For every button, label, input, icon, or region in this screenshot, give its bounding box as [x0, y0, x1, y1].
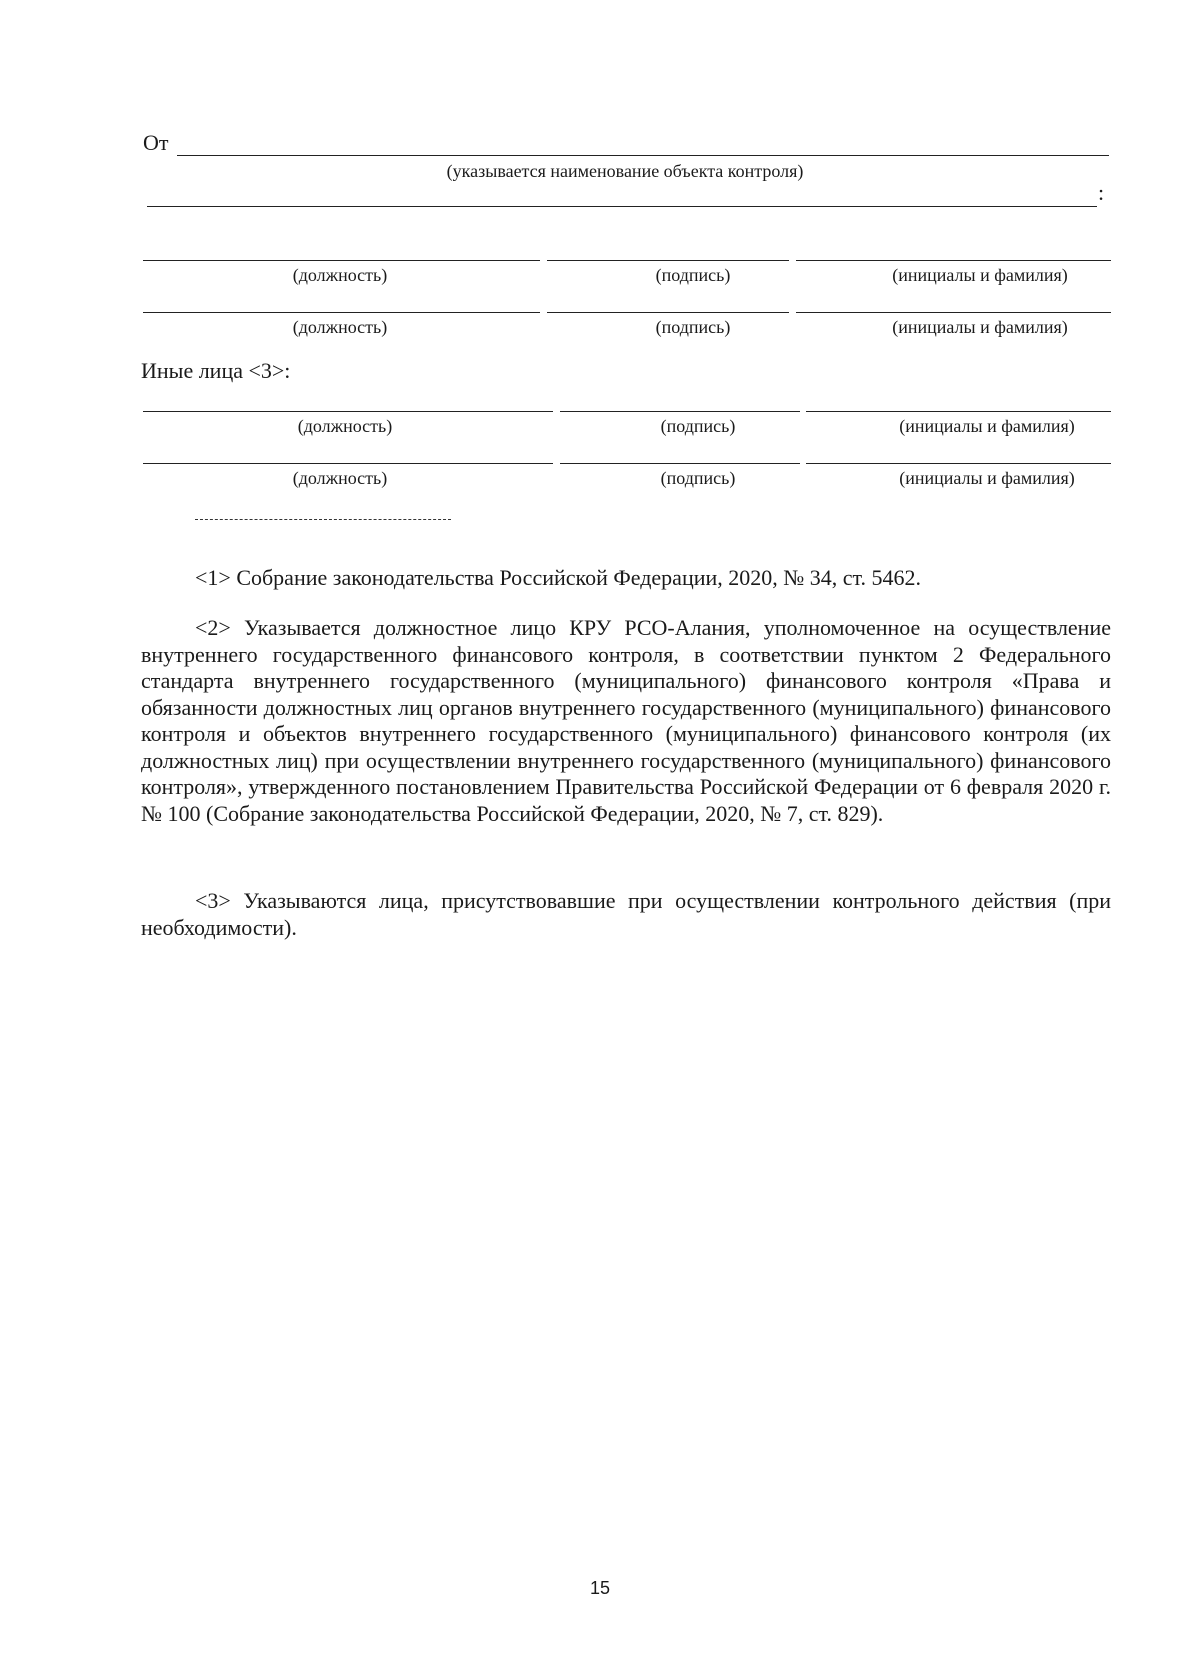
footnote-1: <1> Собрание законодательства Российской Федерации, 2020, № 34, ст. 5462. — [195, 565, 921, 590]
signature-row-2-signature-caption: (подпись) — [655, 317, 731, 337]
other-row-2-name-line — [806, 463, 1111, 464]
other-row-1-signature-line — [560, 411, 800, 412]
other-row-2-name-caption: (инициалы и фамилия) — [899, 468, 1075, 488]
other-row-2-signature-line — [560, 463, 800, 464]
signature-row-2-position-line — [143, 312, 540, 313]
other-row-1-signature-caption: (подпись) — [660, 416, 736, 436]
other-row-1-name-caption: (инициалы и фамилия) — [899, 416, 1075, 436]
other-row-1-position-line — [143, 411, 553, 412]
signature-row-2-signature-line — [547, 312, 789, 313]
other-row-2-signature-caption: (подпись) — [660, 468, 736, 488]
footnote-separator — [195, 519, 451, 520]
footnote-2: <2> Указывается должностное лицо КРУ РСО-Алания, уполномоченное на осуществление внутреннего государственного финансового контроля, в соответствии пунктом 2 Федерального стандарта внутреннего государственного (муниципального) финансового контроля «Права и обязанности должностных лиц органов внутреннего государственного (муниципального) финансового контроля и объектов внутреннего государственного (муниципального) финансового контроля (их должностных лиц) при осуществлении внутреннего государственного (муниципального) финансового контроля», утвержденного постановлением Правительства Российской Федерации от 6 февраля 2020 г. № 100 (Собрание законодательства Российской Федерации, 2020, № 7, ст. 829). — [141, 615, 1111, 826]
object-name-line-2 — [147, 206, 1097, 207]
object-name-colon: : — [1098, 180, 1105, 205]
signature-row-1-position-line — [143, 260, 540, 261]
object-name-caption: (указывается наименование объекта контроля) — [446, 161, 804, 181]
signature-row-1-position-caption: (должность) — [292, 265, 388, 285]
other-persons-label: Иные лица <3>: — [141, 358, 291, 383]
other-row-2-position-line — [143, 463, 553, 464]
signature-row-2-name-line — [796, 312, 1111, 313]
signature-row-1-name-caption: (инициалы и фамилия) — [892, 265, 1068, 285]
other-row-1-position-caption: (должность) — [297, 416, 393, 436]
signature-row-1-signature-line — [547, 260, 789, 261]
other-row-2-position-caption: (должность) — [292, 468, 388, 488]
page-number: 15 — [589, 1578, 611, 1598]
object-name-line-1 — [177, 155, 1109, 156]
from-label: От — [143, 130, 169, 155]
other-row-1-name-line — [806, 411, 1111, 412]
footnote-3: <3> Указываются лица, присутствовавшие при осуществлении контрольного действия (при необходимости). — [141, 888, 1111, 940]
signature-row-2-position-caption: (должность) — [292, 317, 388, 337]
signature-row-1-name-line — [796, 260, 1111, 261]
signature-row-2-name-caption: (инициалы и фамилия) — [892, 317, 1068, 337]
signature-row-1-signature-caption: (подпись) — [655, 265, 731, 285]
